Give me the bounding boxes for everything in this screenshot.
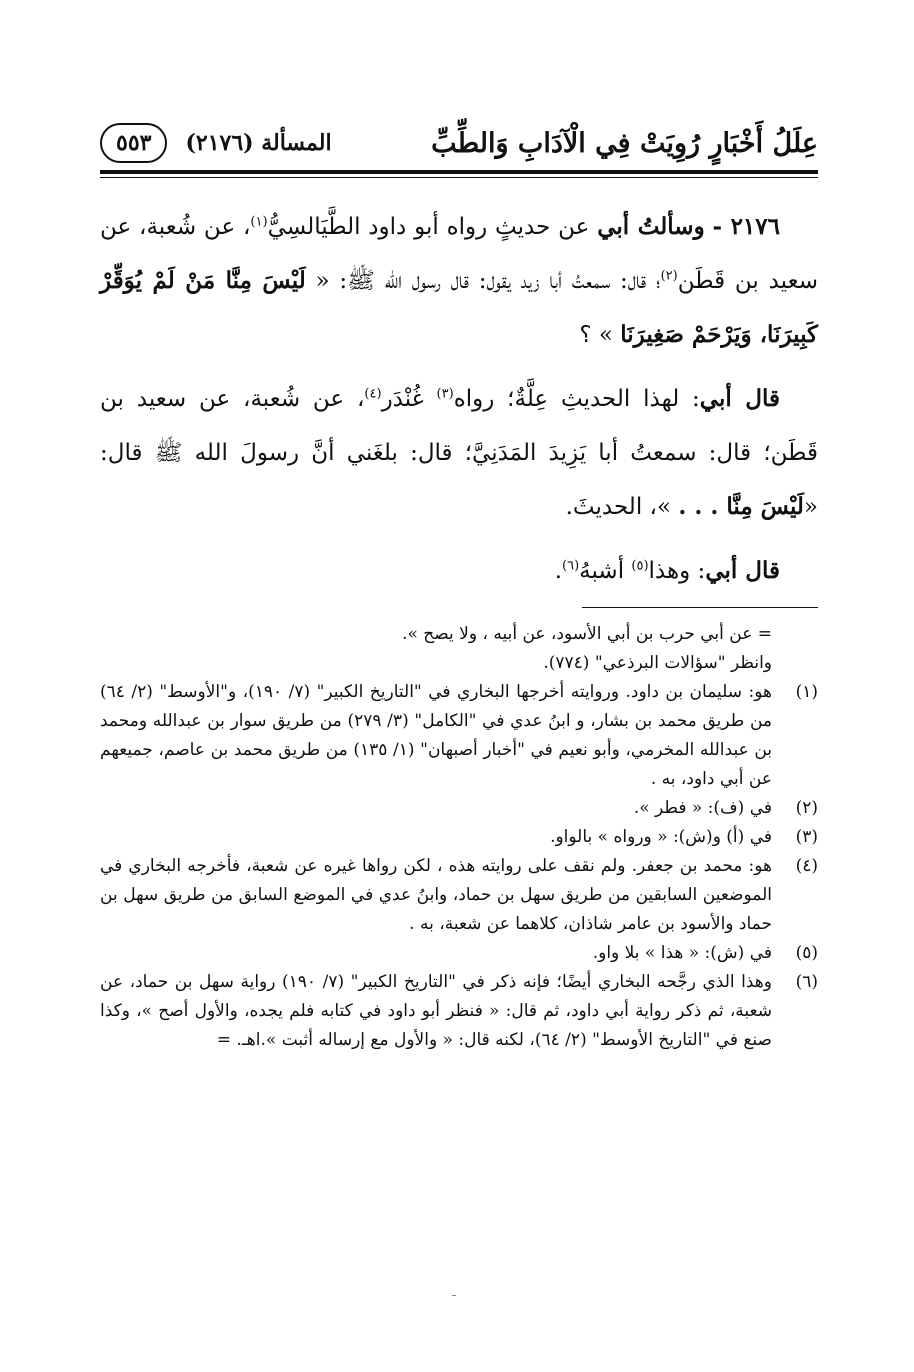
footnote-ref-6[interactable]: (٦)	[562, 558, 580, 574]
footnote-ref-4[interactable]: (٤)	[364, 386, 382, 402]
footnote-item	[100, 968, 818, 1055]
footnote-number: (٢)	[795, 798, 818, 818]
footnote-text: في (ش): « هذا » بلا واو.	[592, 943, 772, 963]
scan-dot	[452, 1295, 456, 1296]
answer-intro: قال أبي	[699, 385, 781, 412]
footnote-number: (٤)	[795, 856, 818, 876]
footnote-text: هو: محمد بن جعفر. ولم نقف على روايته هذه ، لكن رواها غيره عن شعبة، فأخرجه البخاري في الموضعين السابقين من طريق سهل بن حماد، وابنُ عدي في الموضع السابق من طريق سهل بن حماد والأسود بن عامر شاذان، كلاهما عن شعبة، به .	[100, 856, 772, 934]
paragraph-verdict	[100, 544, 818, 598]
footnote-text: وهذا الذي رجَّحه البخاري أيضًا؛ فإنه ذكر في "التاريخ الكبير" (٧/ ١٩٠) رواية سهل بن حماد، عن شعبة، ثم ذكر رواية أبي داود، ثم قال: « فنظر أبو داود في كتابه فلم يجده، والأول أصح »، وكذا صنع في "التاريخ الأوسط" (٢/ ٦٤)، لكنه قال: « والأول مع إرساله أثبت ».اهـ. =	[100, 972, 772, 1050]
text-span: »، الحديثَ.	[565, 494, 679, 520]
text-span: غُنْدَر	[381, 386, 437, 412]
footnote-continuation: وانظر "سؤالات البرذعي" (٧٧٤).	[543, 653, 772, 673]
footnote-text: في (أ) و(ش): « ورواه » بالواو.	[550, 827, 772, 847]
text-span: عن حديثٍ رواه أبو داود الطَّيَالسِيُّ	[267, 214, 590, 240]
footnote-item	[100, 678, 818, 794]
footnote-item	[100, 939, 818, 968]
footnote-text: هو: سليمان بن داود. وروايته أخرجها البخاري في "التاريخ الكبير" (٧/ ١٩٠)، و"الأوسط" (٢/ ٦٤) من طريق محمد بن بشار، و ابنُ عدي في "الكامل" (٣/ ٢٧٩) من طريق سوار بن عبدالله ومحمد بن عبدالله المخرمي، وأبو نعيم في "أخبار أصبهان" (١/ ١٣٥) من طريق محمد بن عاصم، جميعهم عن أبي داود، به .	[100, 682, 772, 789]
footnote-ref-2[interactable]: (٢)	[660, 268, 678, 284]
header-rule-thick	[100, 170, 818, 174]
book-title: عِلَلُ أَخْبَارٍ رُوِيَتْ فِي الْآدَابِ وَالطِّبِّ	[431, 127, 818, 159]
footnotes	[100, 620, 818, 1055]
text-span: أشبهُ	[579, 558, 632, 584]
footnote-number: (٦)	[795, 972, 818, 992]
footnote-item	[100, 852, 818, 939]
footnote-ref-3[interactable]: (٣)	[436, 386, 454, 402]
issue-number: ٢١٧٦ -	[712, 213, 780, 240]
page-number: ٥٥٣	[100, 123, 167, 163]
header-rule-thin	[100, 177, 818, 178]
footnote-ref-5[interactable]: (٥)	[631, 558, 649, 574]
footnote-text: في (ف): « فطر ».	[633, 798, 772, 818]
paragraph-question	[100, 200, 818, 362]
hadith-text: لَيْسَ مِنَّا مَنْ لَمْ يُوَقِّرْ كَبِيرَنَا، وَيَرْحَمْ صَغِيرَنَا	[100, 267, 818, 348]
footnote-continuation: = عن أبي حرب بن أبي الأسود، عن أبيه ، ولا يصح ».	[402, 624, 772, 644]
footnote-separator	[582, 607, 818, 608]
hadith-text: لَيْسَ مِنَّا . . .	[678, 493, 804, 520]
running-header	[100, 118, 818, 168]
text-span: : لهذا الحديثِ عِلَّةٌ؛ رواه	[453, 386, 700, 412]
question-intro: وسألتُ أبي	[597, 213, 705, 240]
text-span: ، عن شُعبة، عن سعيد بن قَطَن؛ قال: سمعتُ أبا يَزِيدَ المَدَنِيَّ؛ قال: بلغَني أنَّ رسولَ الله ﷺ قال: «	[100, 386, 818, 520]
footnote-item	[100, 823, 818, 852]
issue-group	[100, 123, 332, 163]
text-span: : وهذا	[648, 558, 706, 584]
footnote-ref-1[interactable]: (١)	[250, 214, 268, 230]
paragraph-answer	[100, 372, 818, 534]
text-span: .	[554, 558, 563, 584]
issue-label: المسألة (٢١٧٦)	[185, 130, 332, 156]
verdict-intro: قال أبي	[705, 557, 780, 584]
footnote-number: (١)	[795, 682, 818, 702]
text-span: ؛ قال: سمعتُ أبا زيد يقول: قال رسول الله ﷺ: «	[315, 268, 661, 294]
text-span: » ؟	[579, 322, 613, 348]
main-text	[100, 200, 818, 608]
footnote-item	[100, 794, 818, 823]
footnote-number: (٣)	[795, 827, 818, 847]
text-span: ، عن شُعبة، عن سعيد بن قَطَن	[100, 214, 818, 294]
footnote-number: (٥)	[795, 943, 818, 963]
